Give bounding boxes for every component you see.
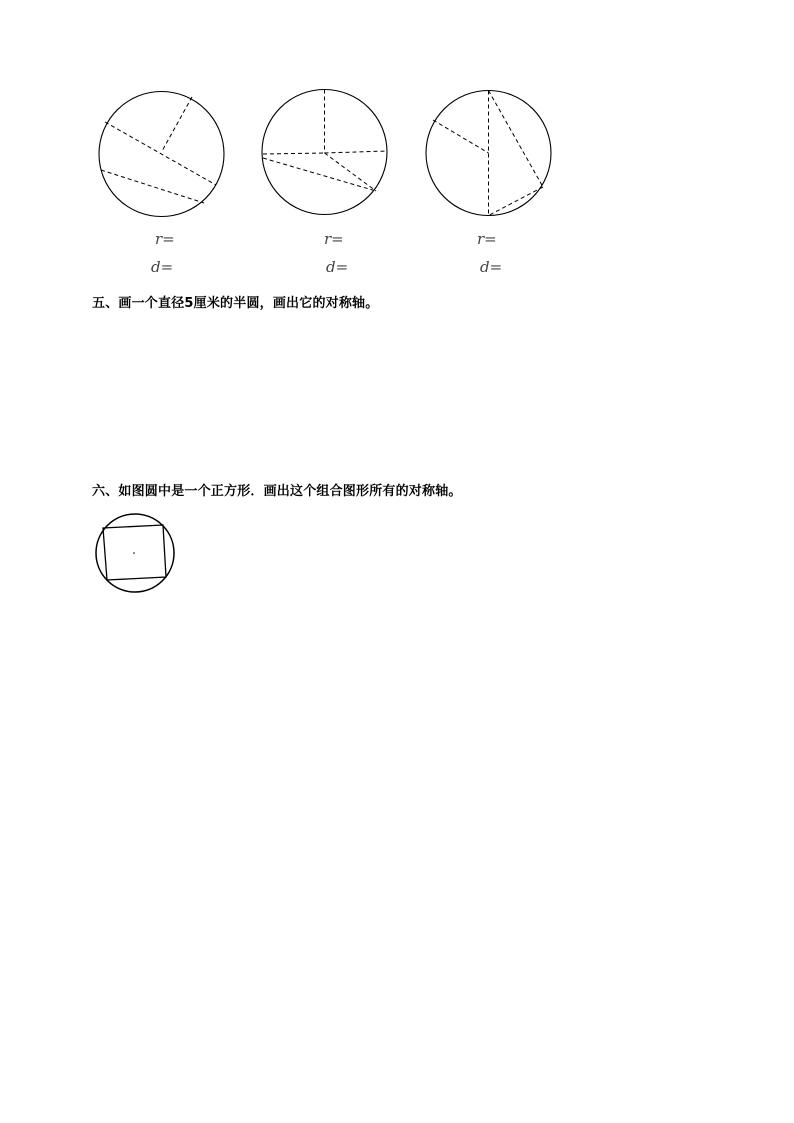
dashed-segment — [489, 91, 544, 188]
dashed-segment — [263, 153, 325, 154]
radius-label-1: r= — [155, 230, 175, 248]
radius-label-2: r= — [324, 230, 344, 248]
diameter-label-3: d= — [480, 258, 503, 276]
circle-figure-1 — [95, 85, 230, 225]
diameter-label-2: d= — [326, 258, 349, 276]
circle-square-figure — [92, 515, 180, 595]
center-dot — [133, 552, 135, 554]
dashed-segment — [433, 120, 489, 153]
diameter-label-1: d= — [151, 258, 174, 276]
dashed-segment — [325, 151, 388, 153]
dashed-segment — [489, 187, 544, 216]
dashed-segment — [263, 158, 376, 191]
circle-figure-2 — [258, 82, 393, 224]
dashed-segment — [325, 153, 377, 191]
question-6-text: 六、如图圆中是一个正方形．画出这个组合图形所有的对称轴。 — [92, 484, 462, 499]
radius-label-3: r= — [477, 230, 497, 248]
circle-figure-3 — [421, 82, 556, 224]
question-5-text: 五、画一个直径5厘米的半圆，画出它的对称轴。 — [92, 296, 379, 311]
dashed-segment — [105, 122, 216, 185]
dashed-segment — [162, 97, 192, 151]
